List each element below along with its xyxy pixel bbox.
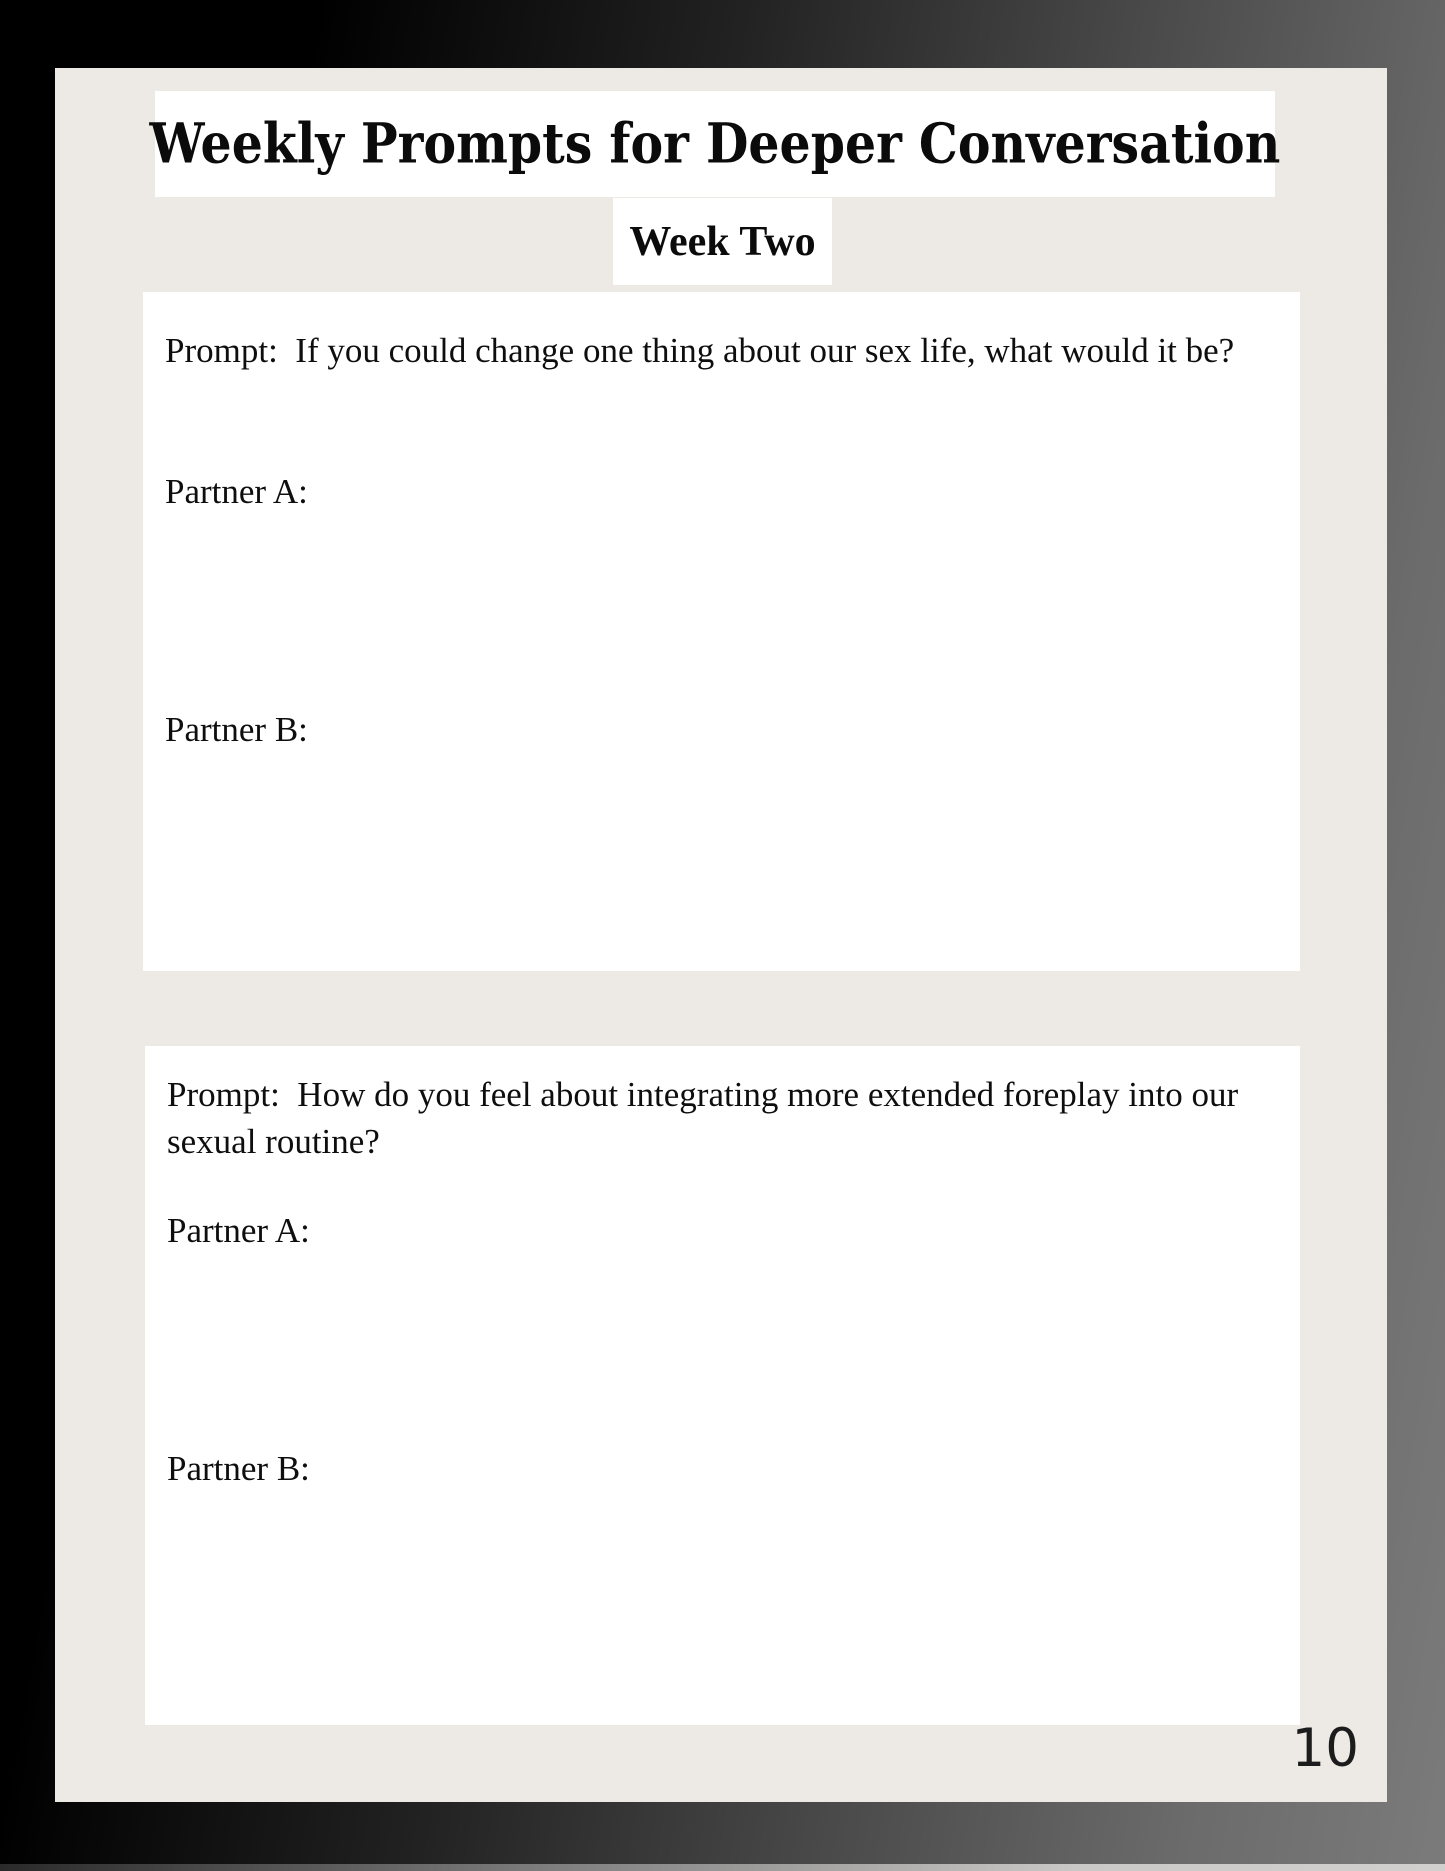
- partner-a-label: Partner A:: [167, 1211, 310, 1250]
- partner-a-answer-space: [165, 530, 1260, 700]
- page-number: 10: [1291, 1718, 1359, 1779]
- prompt-card-1: [143, 292, 1300, 971]
- partner-a-label: Partner A:: [165, 472, 308, 511]
- page-title-box: [149, 91, 1281, 197]
- page-title: Weekly Prompts for Deeper Conversation: [149, 111, 1281, 177]
- partner-b-answer-space: [165, 768, 1260, 938]
- prompt-card-2: [145, 1046, 1300, 1725]
- partner-b-label: Partner B:: [165, 710, 308, 749]
- partner-b-label: Partner B:: [167, 1449, 310, 1488]
- week-label: Week Two: [629, 218, 816, 265]
- worksheet-page: [55, 68, 1387, 1802]
- partner-b-answer-space: [167, 1507, 1260, 1677]
- prompt-question: Prompt: How do you feel about integrating more extended foreplay into our sexual routine?: [167, 1075, 1247, 1161]
- bottom-edge-strip: [0, 1864, 1445, 1871]
- week-label-box: [613, 198, 832, 285]
- partner-a-answer-space: [167, 1269, 1260, 1439]
- prompt-question: Prompt: If you could change one thing about our sex life, what would it be?: [165, 331, 1235, 370]
